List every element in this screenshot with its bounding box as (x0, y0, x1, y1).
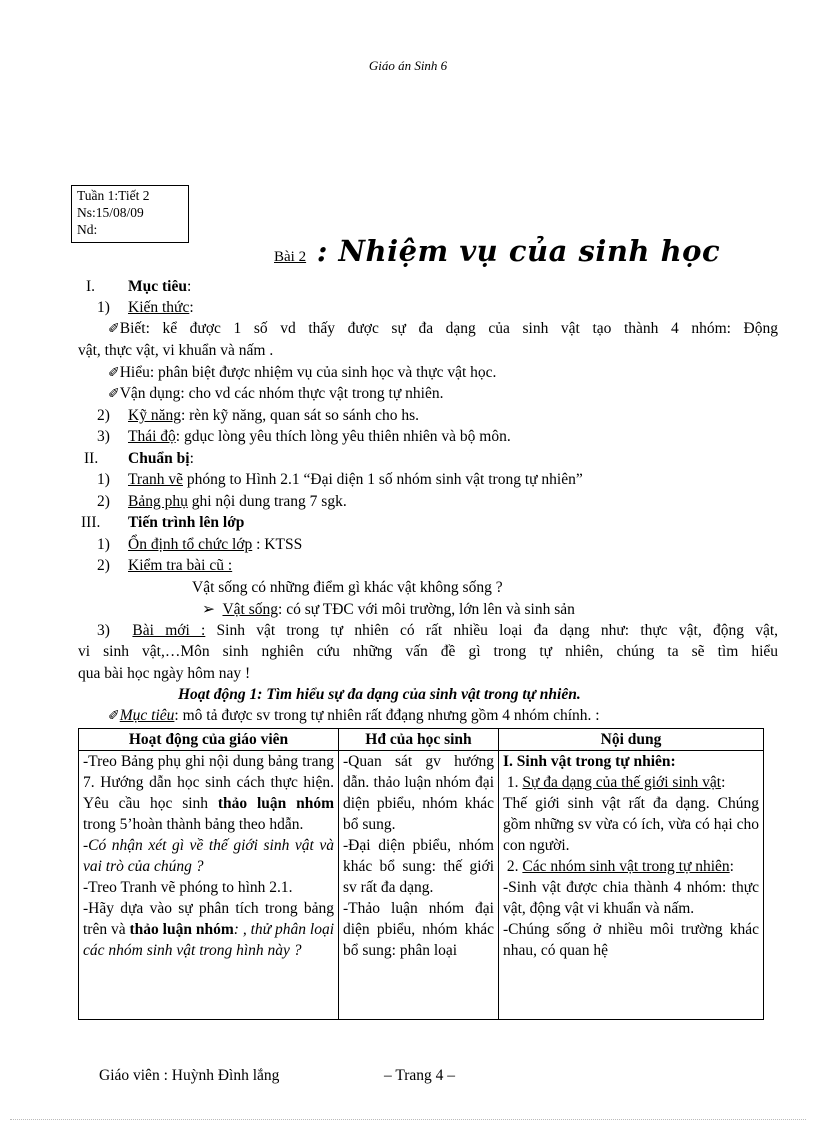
teacher-step-1: -Treo Bảng phụ ghi nội dung bảng trang 7. Hướng dẫn học sinh cách thực hiện. Yêu cầu học sinh thảo luận nhóm trong 5’hoàn thành bảng theo hdẫn. (83, 753, 334, 833)
footer-page: – Trang 4 – (384, 1067, 456, 1084)
activity-heading: Hoạt động 1: Tìm hiểu sự đa dạng của sinh vật trong tự nhiên. (178, 686, 581, 703)
sub-3-3-line3: qua bài học ngày hôm nay ! (78, 665, 251, 682)
sub-3-2-number: 2) (97, 557, 110, 574)
teacher-activity-cell (79, 751, 339, 1020)
content-cell (499, 751, 764, 1020)
col-header-teacher: Hoạt động của giáo viên (79, 729, 339, 751)
content-sub-2: 2. Các nhóm sinh vật trong tự nhiên: (506, 858, 734, 875)
sub-3-1: Ổn định tổ chức lớp : KTSS (128, 536, 303, 553)
info-week: Tuần 1:Tiết 2 (77, 188, 150, 203)
teacher-step-4: -Hãy dựa vào sự phân tích trong bảng trên và thảo luận nhóm: , thử phân loại các nhóm sinh vật trong hình này ? (83, 900, 334, 959)
page-bottom-divider (10, 1119, 806, 1120)
content-heading: I. Sinh vật trong tự nhiên: (503, 753, 676, 770)
content-text-3: -Chúng sống ở nhiều môi trường khác nhau, có quan hệ (503, 921, 759, 959)
activity-objective: ✐Mục tiêu: mô tả được sv trong tự nhiên rất đđạng nhưng gồm 4 nhóm chính. : (108, 707, 600, 724)
content-text-2: -Sinh vật được chia thành 4 nhóm: thực vật, động vật vi khuẩn và nấm. (503, 879, 759, 917)
teacher-step-3: -Treo Tranh vẽ phóng to hình 2.1. (83, 879, 293, 896)
teacher-step-2: -Có nhận xét gì về thế giới sinh vật và vai trò của chúng ? (83, 837, 334, 875)
student-step-1: -Quan sát gv hướng dẫn. thảo luận nhóm đại diện pbiểu, nhóm khác bổ sung. (343, 753, 494, 833)
bullet-van-dung: ✐Vận dụng: cho vd các nhóm thực vật trong tự nhiên. (108, 385, 444, 402)
table-row (79, 751, 764, 1020)
student-activity-cell (339, 751, 499, 1020)
bullet-biet: ✐Biết: kể được 1 số vd thấy được sự đa dạng của sinh vật tạo thành 4 nhóm: Động (108, 320, 778, 337)
section-3-heading: Tiến trình lên lớp (128, 514, 245, 531)
pencil-pointer-icon: ✐ (108, 366, 120, 381)
lesson-number: Bài 2 (274, 249, 307, 265)
section-1-heading: Mục tiêu: (128, 278, 192, 295)
pencil-pointer-icon: ✐ (108, 387, 120, 402)
page-header: Giáo án Sinh 6 (368, 58, 448, 73)
sub-3-3: 3) Bài mới : Sinh vật trong tự nhiên có rất nhiều loại đa dạng như: thực vật, động vật, (97, 622, 779, 639)
student-step-3: -Thảo luận nhóm đại diện pbiểu, nhóm khác bổ sung: phân loại (343, 900, 494, 959)
col-header-content: Nội dung (499, 729, 764, 751)
section-3-number: III. (81, 514, 101, 531)
section-1-number: I. (86, 278, 96, 295)
review-answer: ➢ Vật sống: có sự TĐC với môi trường, lớn lên và sinh sản (202, 601, 575, 618)
sub-2-1: Tranh vẽ phóng to Hình 2.1 “Đại diện 1 số nhóm sinh vật trong tự nhiên” (128, 471, 583, 488)
sub-1-2: Kỹ năng: rèn kỹ năng, quan sát so sánh cho hs. (128, 407, 420, 424)
col-header-student: Hđ của học sinh (339, 729, 499, 751)
content-sub-1: 1. Sự đa dạng của thế giới sinh vật: (506, 774, 726, 791)
footer-teacher: Giáo viên : Huỳnh Đình lắng (99, 1067, 280, 1084)
sub-3-3-line2: vi sinh vật,…Môn sinh nghiên cứu những vấn đề gì trong tự nhiên, chúng ta sẽ tìm hiểu (78, 643, 778, 660)
info-date: Ns:15/08/09 (77, 205, 144, 220)
sub-1-3: Thái độ: gdục lòng yêu thích lòng yêu thiên nhiên và bộ môn. (128, 428, 511, 445)
arrowhead-icon: ➢ (202, 601, 215, 618)
table-header-row (79, 729, 764, 751)
section-2-number: II. (84, 450, 99, 467)
sub-1-1-number: 1) (97, 299, 110, 316)
bullet-biet-cont: vật, thực vật, vi khuẩn và nấm . (78, 342, 274, 359)
lesson-info-box (71, 185, 189, 243)
lesson-name: : Nhiệm vụ của sinh học (306, 234, 721, 268)
review-question: Vật sống có những điểm gì khác vật không sống ? (192, 579, 503, 596)
info-teach-date: Nd: (77, 222, 98, 237)
sub-2-2: Bảng phụ ghi nội dung trang 7 sgk. (128, 493, 347, 510)
sub-3-2: Kiểm tra bài cũ : (128, 557, 233, 574)
bullet-hieu: ✐Hiểu: phân biệt được nhiệm vụ của sinh học và thực vật học. (108, 364, 497, 381)
section-2-heading: Chuẩn bị: (128, 450, 194, 467)
sub-2-1-number: 1) (97, 471, 110, 488)
pencil-pointer-icon: ✐ (108, 709, 120, 724)
sub-3-1-number: 1) (97, 536, 110, 553)
sub-1-3-number: 3) (97, 428, 110, 445)
sub-1-2-number: 2) (97, 407, 110, 424)
lesson-title (274, 234, 720, 268)
sub-2-2-number: 2) (97, 493, 110, 510)
content-text-1: Thế giới sinh vật rất đa dạng. Chúng gồm những sv vừa có ích, vừa có hại cho con người. (503, 795, 759, 854)
activity-table (78, 728, 764, 1020)
student-step-2: -Đại diện pbiểu, nhóm khác bổ sung: thế giới sv rất đa dạng. (343, 837, 494, 896)
pencil-pointer-icon: ✐ (108, 322, 120, 337)
sub-1-1-heading: Kiến thức: (128, 299, 194, 316)
